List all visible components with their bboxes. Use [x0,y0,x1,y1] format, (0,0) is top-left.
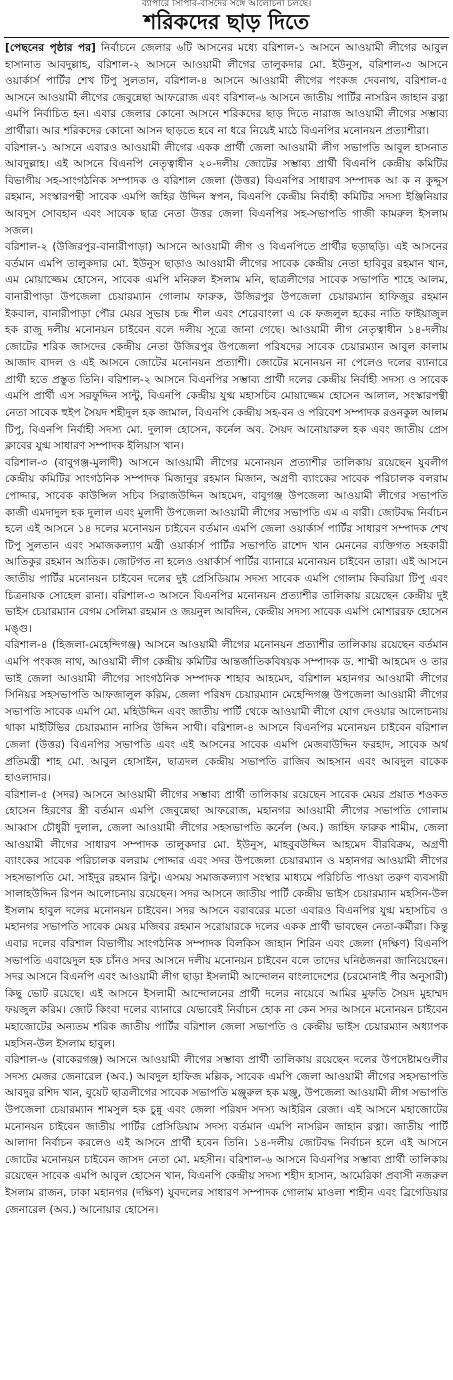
paragraph-text: বরিশাল-৩ (বাবুগঞ্জ-মুলাদী) আসনে আওয়ামী লীগের মনোনয়ন প্রত্যাশীর তালিকায় রয়েছেন যুবলীগ কেন্দ্রীয় কমিটির সাংগঠনিক সম্পাদক মিজানুর রহমান মিজান, অগ্রণী ব্যাংকের সাবেক পরিচালক বলরাম পোদ্দার, সাবেক কাউন্সিল সচিব সিরাজউদ্দিন আহমেদ, বাবুগঞ্জ উপজেলা আওয়ামী লীগের সভাপতি কাজী এমদাদুল হক দুলাল এবং মুলাদী উপজেলা আওয়ামী লীগের সভাপতি এম এ বারী। জোটবদ্ধ নির্বাচন হলে এই আসনে ১৪ দলের মনোনয়ন চাইবেন বর্তমান এমপি জেলা ওয়ার্কার্স পার্টির সাধারণ সম্পাদক শেখ টিপু সুলতান এবং সমাজকল্যাণ মন্ত্রী ওয়ার্কার্স পার্টির সভাপতি রাশেদ খান মেননের ব্যক্তিগত সহকারী আতিকুর রহমান আতিক। জোটগত না হলেও ওয়ার্কার্স পার্টির ব্যানারে মনোনয়ন চাইবেন তারা। এই আসনে জাতীয় পার্টির মনোনয়ন চাইবেন দলের দুই প্রেসিডিয়াম সদস্য সাবেক এমপি গোলাম কিবরিয়া টিপু এবং চিত্রনায়ক সোহেল রানা। বরিশাল-৩ আসনে বিএনপির মনোনয়ন প্রত্যাশীর তালিকায় রয়েছেন কেন্দ্রীয় দুই ভাইস চেয়ারম্যান বেগম সেলিমা রহমান ও জয়নুল আবদিন, কেন্দ্রীয় সদস্য সাবেক এমপি মোশাররফ হোসেন মঙ্গু। [5,456,448,635]
article-paragraph [5,140,448,240]
paragraph-text: বরিশাল-৬ (বাকেরগঞ্জ) আসনে আওয়ামী লীগের সম্ভাব্য প্রার্থী তালিকায় রয়েছেন দলের উপদেষ্টামণ্ডলীর সদস্য মেজর জেনারেল (অব.) আবদুল হাফিজ মল্লিক, সাবেক এমপি জেলা আওয়ামী লীগের সহসভাপতি আবদুর রশিদ খান, বুয়েট ছাত্রলীগের সাবেক সভাপতি মঞ্জুরুল হক মঞ্জু, উপজেলা আওয়ামী লীগ সভাপতি উপজেলা চেয়ারম্যান শামসুল হক চুন্নু এবং জেলা পরিষদ সদস্য আইরিন রেজা। এই আসনে মহাজোটের মনোনয়ন চাইবেন জাতীয় পার্টির প্রেসিডিয়াম সদস্য বর্তমান এমপি নাসরিন জাহান রত্না। জাতীয় পার্টি আলাদা নির্বাচন করলেও এই আসনে প্রার্থী হবেন তিনি। ১৪-দলীয় জোটবদ্ধ নির্বাচন হলে এই আসনে জোটের মনোনয়ন চাইবেন জাসদ নেতা মো. মহসীন। বরিশাল-৬ আসনে বিএনপির সম্ভাব্য প্রার্থী তালিকায় রয়েছেন সাবেক এমপি আবুল হোসেন খান, বিএনপি কেন্দ্রীয় সদস্য শহীদ হাসান, আমেরিকা প্রবাসী নজরুল ইসলাম রাজন, ঢাকা মহানগর (দক্ষিণ) যুবদলের সাধারণ সম্পাদক গোলাম মাওলা শাহীন এবং ব্রিগেডিয়ার জেনারেল (অব.) আনোয়ার হোসেন। [5,1054,448,1216]
paragraph-text: বরিশাল-৪ (হিজলা-মেহেন্দিগঞ্জ) আসনে আওয়ামী লীগের মনোনয়ন প্রত্যাশীর তালিকায় রয়েছেন বর্তমান এমপি পংকজ নাথ, আওয়ামী লীগ কেন্দ্রীয় কমিটির আন্তর্জাতিকবিষয়ক সম্পাদক ড. শাম্মী আহমেদ ও তার ভাই জেলা আওয়ামী লীগের সাংগঠনিক সম্পাদক শাহাব আহমেদ, বরিশাল মহানগর আওয়ামী লীগের সিনিয়র সহসভাপতি আফজালুল করিম, জেলা পরিষদ চেয়ারম্যান মেহেন্দিগঞ্জ উপজেলা আওয়ামী লীগের সভাপতি সাবেক এমপি মো. মহিউদ্দিন এবং জাতীয় পার্টি থেকে আওয়ামী লীগে যোগ দেওয়ার আলোচনায় থাকা মাইটিভির চেয়ারম্যান নাসির উদ্দিন সাথী। বরিশাল-৪ আসনে বিএনপির মনোনয়ন চাইবেন বরিশাল জেলা (উত্তর) বিএনপির সভাপতি এবং এই আসনের সাবেক এমপি মেজবাউদ্দিন ফরহাদ, সাবেক অর্থ প্রতিমন্ত্রী শাহ মো. আবুল হোসাইন, ছাত্রদল কেন্দ্রীয় সভাপতি রাজিব আহসান এবং আবদুল বাকেক হাওলাদার। [5,639,448,785]
article-paragraph [5,40,448,140]
article-paragraph [5,239,448,455]
headline-divider [4,37,449,38]
paragraph-text: নির্বাচনে জেলার ৬টি আসনের মধ্যে বরিশাল-১ আসনে আওয়ামী লীগের আবুল হাসানাত আবদুল্লাহ, বরিশাল-২ আসনে আওয়ামী লীগের তালুকদার মো. ইউনুস, বরিশাল-৩ আসনে ওয়ার্কার্স পার্টির শেখ টিপু সুলতান, বরিশাল-৪ আসনে আওয়ামী লীগের পংকজ দেবনাথ, বরিশাল-৫ আসনে আওয়ামী লীগের জেবুন্নেছা আফরোজ এবং বরিশাল-৬ আসনে জাতীয় পার্টির নাসরিন জাহান রত্না এমপি নির্বাচিত হন। এবার জেলার কোনো আসনে শরিকদের ছাড় দিতে নারাজ আওয়ামী লীগের সম্ভাব্য প্রার্থীরা। আর শরিকদের কোনো আসন ছাড়তে হবে না ধরে নিয়েই মাঠে বিএনপির মনোনয়ন প্রত্যাশীরা। [5,42,448,137]
previous-column-tail: ব্যাপারে সিপিবি-বাসদের সঙ্গে আলোচনা চলছে। [141,0,312,9]
paragraph-text: বরিশাল-৫ (সদর) আসনে আওয়ামী লীগের সম্ভাব্য প্রার্থী তালিকায় রয়েছেন সাবেক মেয়র প্রয়াত শওকত হোসেন হিরণের স্ত্রী বর্তমান এমপি জেবুন্নেছা আফরোজ, মহানগর আওয়ামী লীগের সভাপতি গোলাম আব্বাস চৌধুরী দুলাল, জেলা আওয়ামী লীগের সহসভাপতি কর্নেল (অব.) জাহিদ ফারুক শামীম, জেলা আওয়ামী লীগের সাধারণ সম্পাদক তালুকদার মো. ইউনুস, মাহবুবউদ্দিন আহমেদ বীরবিক্রম, অগ্রণী ব্যাংকের সাবেক পরিচালক বলরাম পোদ্দার এবং সদর উপজেলা চেয়ারম্যান ও মহানগর আওয়ামী লীগের সহসভাপতি মো. সাইদুর রহমান রিন্টু। এসময় সমাজকল্যাণ সংস্থার মাধ্যমে পরিচিতি পাওয়া তরুণ ব্যবসায়ী সালাহউদ্দিন রিপন আলোচনায় রয়েছেন। সদর আসনে জাতীয় পার্টি কেন্দ্রীয় ভাইস চেয়ারম্যান মহসিন-উল ইসলাম হাবুল দলের মনোনয়ন চাইবেন। সদর আসনে বরাবরের মতো এবারও বিএনপির যুগ্ম মহাসচিব ও মহানগর সভাপতি সাবেক মেয়র মজিবর রহমান সরোয়ারকে দলের একক প্রার্থী ভাবছেন নেতা-কর্মীরা। কিন্তু এবার দলের বরিশাল বিভাগীয় সাংগঠনিক সম্পাদক বিলকিস জাহান শিরিন এবং জেলা (দক্ষিণ) বিএনপি সভাপতি এবায়েদুল হক চাঁনও সদর আসনে দলীয় মনোনয়ন চাইবেন বলে তাদের ঘনিষ্ঠজনরা জানিয়েছেন। সদর আসনে বিএনপি এবং আওয়ামী লীগ ছাড়া ইসলামী আন্দোলন বাংলাদেশের (চরমোনাই পীর অনুসারী) কিছু ভোট রয়েছে। এই আসনে ইসলামী আন্দোলনের প্রার্থী দলের নায়েবে আমির মুফতি সৈয়দ মুহাম্মদ ফয়জুল করিম। জোট কিংবা দলের ব্যানারে যেভাবেই নির্বাচন হোক না কেন সদর আসনে মনোনয়ন চাইবেন মহাজোটের অন্যতম শরিক জাতীয় পার্টির বরিশাল জেলা সভাপতি ও কেন্দ্রীয় ভাইস চেয়ারম্যান অধ্যাপক মহসিন-উল ইসলাম হাবুল। [5,788,448,1050]
article-body [5,40,448,1376]
article-paragraph [5,787,448,1053]
jump-continuation-label: [পেছনের পৃষ্ঠার পর] [5,42,96,54]
article-paragraph [5,637,448,786]
paragraph-text: বরিশাল-২ (উজিরপুর-বানারীপাড়া) আসনে আওয়ামী লীগ ও বিএনপিতে প্রার্থীর ছড়াছড়ি। এই আসনের বর্তমান এমপি তালুকদার মো. ইউনুস ছাড়াও আওয়ামী লীগের সাবেক কেন্দ্রীয় নেতা হাবিবুর রহমান খান, এম মোয়াজ্জেম হোসেন, সাবেক এমপি মনিরুল ইসলাম মনি, ছাত্রলীগের সাবেক সভাপতি শাহে আলম, বানারীপাড়া উপজেলা চেয়ারম্যান গোলাম ফারুক, উজিরপুর উপজেলা চেয়ারম্যান হাফিজুর রহমান ইকবাল, বানারীপাড়া পৌর মেয়র সুভাষ চন্দ্র শীল এবং শেরেবাংলা এ কে ফজলুল হকের নাতি ফাইয়াজুল হক রাজু দলীয় মনোনয়ন চাইবেন বলে দলীয় সূত্রে জানা গেছে। আওয়ামী লীগ নেতৃত্বাধীন ১৪-দলীয় জোটের শরিক জাসদের কেন্দ্রীয় নেতা উজিরপুর উপজেলা পরিষদের সাবেক চেয়ারম্যান আবুল কালাম আজাদ বাদল ও এই আসনে জোটের মনোনয়ন প্রত্যাশী। জোটের মনোনয়ন না পেলেও দলের ব্যানারে প্রার্থী হতে প্রস্তুত তিনি। বরিশাল-২ আসনে বিএনপির সম্ভাব্য প্রার্থী দলের কেন্দ্রীয় নির্বাহী সদস্য ও সাবেক এমপি প্রার্থী এস সরফুদ্দিন সান্টু, বিএনপি কেন্দ্রীয় যুগ্ম মহাসচিব মোয়াজ্জেম হোসেন আলাল, সংস্কারপন্থী নেতা সাবেক হুইপ সৈয়দ শহীদুল হক জামাল, বিএনপি কেন্দ্রীয় সহ-বন ও পরিবেশ সম্পাদক রওনকুল আলম টিপু, বিএনপি নির্বাহী সদস্য মো. দুলাল হোসেন, কর্নেল অব. সৈয়দ আনোয়ারুল হক এবং জাতীয় প্রেস ক্লাবের যুগ্ম সাধারণ সম্পাদক ইলিয়াস খান। [5,241,448,453]
article-headline: শরিকদের ছাড় দিতে [143,9,310,34]
article-paragraph [5,455,448,638]
paragraph-text: বরিশাল-১ আসনে এবারও আওয়ামী লীগের একক প্রার্থী জেলা আওয়ামী লীগ সভাপতি আবুল হাসনাত আবদুল্লাহ। এই আসনে বিএনপি নেতৃত্বাধীন ২০-দলীয় জোটের সম্ভাব্য প্রার্থী বিএনপি কেন্দ্রীয় কমিটির বিভাগীয় সহ-সাংগঠনিক সম্পাদক ও বরিশাল জেলা (উত্তর) বিএনপির সাধারণ সম্পাদক আ ক ন কুদ্দুস রহমান, সংস্কারপন্থী সাবেক এমপি জহির উদ্দিন স্বপন, বিএনপি কেন্দ্রীয় নির্বাহী কমিটির সদস্য ইঞ্জিনিয়ার আবদুস সোবহান এবং সাবেক ছাত্র নেতা উত্তর জেলা বিএনপির সহ-সভাপতি গাজী কামরুল ইসলাম সজল। [5,141,448,237]
article-paragraph [5,1052,448,1218]
